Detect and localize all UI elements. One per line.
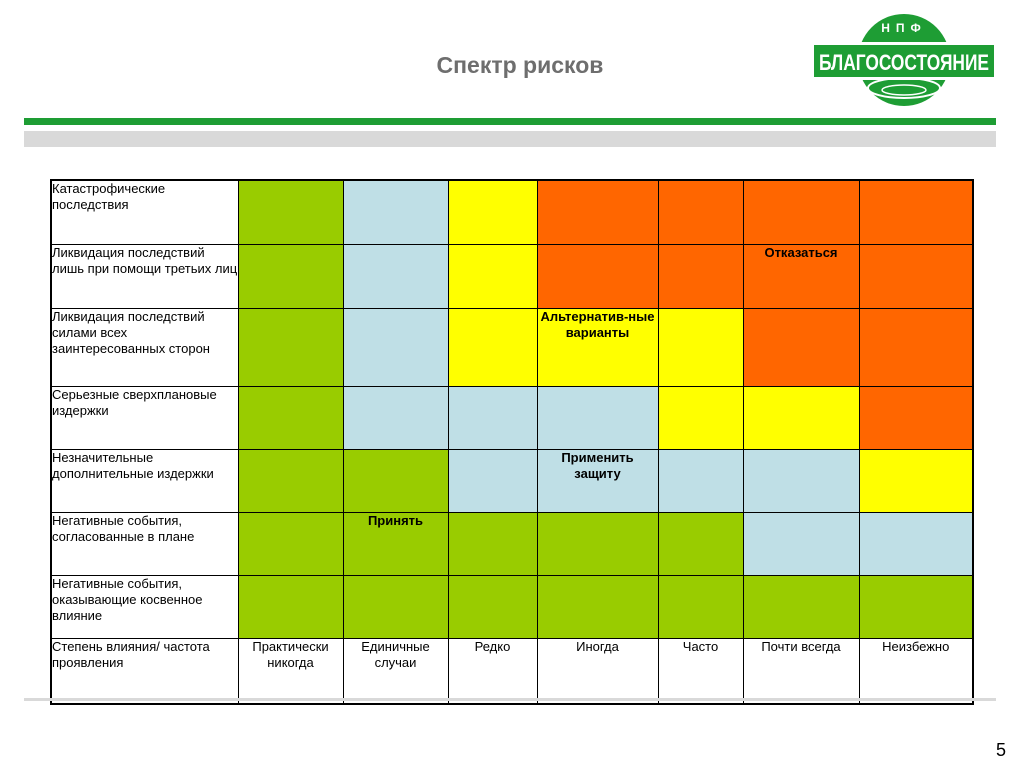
risk-row <box>51 386 973 449</box>
risk-spectrum-table <box>50 179 974 705</box>
risk-cell <box>238 512 343 575</box>
risk-cell <box>743 386 859 449</box>
risk-cell <box>238 244 343 308</box>
risk-strategy-label: Отказаться <box>743 244 859 308</box>
risk-cell <box>658 575 743 638</box>
risk-cell <box>658 512 743 575</box>
risk-cell <box>448 180 537 244</box>
risk-cell <box>859 308 973 386</box>
risk-cell <box>537 512 658 575</box>
impact-label: Серьезные сверхплановые издержки <box>51 386 238 449</box>
risk-cell <box>743 308 859 386</box>
frequency-label: Почти всегда <box>743 638 859 704</box>
risk-row <box>51 512 973 575</box>
risk-cell <box>537 575 658 638</box>
risk-strategy-label: Применить защиту <box>537 449 658 512</box>
risk-cell <box>343 575 448 638</box>
frequency-label: Неизбежно <box>859 638 973 704</box>
slide-title: Спектр рисков <box>436 52 604 78</box>
risk-cell <box>743 512 859 575</box>
risk-strategy-label: Принять <box>343 512 448 575</box>
risk-cell <box>537 386 658 449</box>
logo-top-text: НПФ <box>881 21 927 35</box>
risk-cell <box>343 386 448 449</box>
header-gray-bar <box>24 131 996 147</box>
risk-cell <box>658 244 743 308</box>
risk-cell <box>859 512 973 575</box>
frequency-label: Практически никогда <box>238 638 343 704</box>
risk-cell <box>343 244 448 308</box>
risk-row <box>51 449 973 512</box>
risk-cell <box>859 449 973 512</box>
axis-label: Степень влияния/ частота проявления <box>51 638 238 704</box>
risk-cell <box>238 449 343 512</box>
risk-cell <box>658 386 743 449</box>
risk-cell <box>859 575 973 638</box>
risk-cell <box>859 244 973 308</box>
impact-label: Негативные события, согласованные в плане <box>51 512 238 575</box>
frequency-label: Редко <box>448 638 537 704</box>
risk-cell <box>343 449 448 512</box>
risk-cell <box>658 308 743 386</box>
risk-row <box>51 244 973 308</box>
risk-cell <box>238 180 343 244</box>
risk-cell <box>448 386 537 449</box>
risk-cell <box>238 575 343 638</box>
npf-blagosostoyanie-logo <box>808 10 1000 110</box>
risk-cell <box>448 512 537 575</box>
impact-label: Негативные события, оказывающие косвенное влияние <box>51 575 238 638</box>
risk-cell <box>658 180 743 244</box>
risk-cell <box>743 575 859 638</box>
footer-gray-line <box>24 698 996 701</box>
risk-cell <box>537 244 658 308</box>
risk-cell <box>238 386 343 449</box>
risk-cell <box>658 449 743 512</box>
risk-cell <box>743 180 859 244</box>
risk-cell <box>448 244 537 308</box>
logo-graphic <box>808 10 1000 110</box>
risk-cell <box>343 308 448 386</box>
risk-row <box>51 575 973 638</box>
impact-label: Катастрофические последствия <box>51 180 238 244</box>
risk-strategy-label: Альтернатив-ные варианты <box>537 308 658 386</box>
frequency-label: Иногда <box>537 638 658 704</box>
frequency-label: Часто <box>658 638 743 704</box>
risk-cell <box>743 449 859 512</box>
frequency-row <box>51 638 973 704</box>
risk-cell <box>537 180 658 244</box>
header-green-bar <box>24 118 996 125</box>
page-number: 5 <box>996 740 1007 760</box>
frequency-label: Единичные случаи <box>343 638 448 704</box>
risk-cell <box>448 308 537 386</box>
risk-cell <box>448 575 537 638</box>
risk-cell <box>238 308 343 386</box>
risk-row <box>51 308 973 386</box>
impact-label: Ликвидация последствий лишь при помощи третьих лиц <box>51 244 238 308</box>
risk-row <box>51 180 973 244</box>
risk-cell <box>343 180 448 244</box>
risk-cell <box>859 180 973 244</box>
impact-label: Ликвидация последствий силами всех заинтересованных сторон <box>51 308 238 386</box>
risk-cell <box>859 386 973 449</box>
logo-brand-text: БЛАГОСОСТОЯНИЕ <box>819 50 989 75</box>
risk-cell <box>448 449 537 512</box>
impact-label: Незначительные дополнительные издержки <box>51 449 238 512</box>
